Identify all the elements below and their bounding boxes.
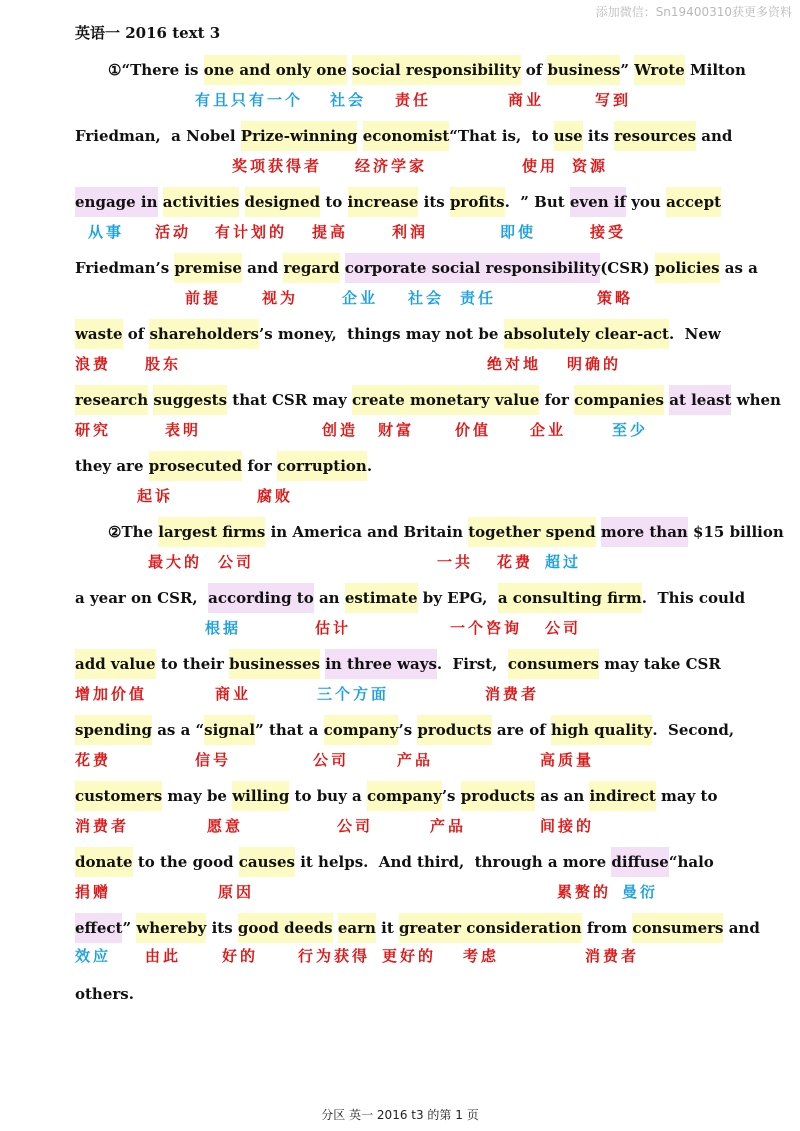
- text-line: [75, 385, 781, 415]
- text-segment: . Second,: [652, 721, 735, 739]
- text-segment: and: [241, 259, 284, 277]
- watermark: 添加微信：Sn19400310获更多资料: [595, 5, 792, 19]
- chinese-gloss: 从事: [88, 223, 125, 241]
- text-segment: . ” But: [504, 193, 570, 211]
- highlighted-word: company: [367, 781, 442, 811]
- text-segment: they are: [75, 457, 149, 475]
- highlighted-word: waste: [75, 319, 123, 349]
- highlighted-word: companies: [574, 385, 664, 415]
- chinese-gloss: 前提: [185, 289, 222, 307]
- highlighted-word: absolutely clear-act: [504, 319, 669, 349]
- chinese-gloss: 资源: [572, 157, 609, 175]
- highlighted-phrase: engage in: [75, 187, 158, 217]
- chinese-gloss: 奖项获得者: [232, 157, 323, 175]
- highlighted-word: together spend: [468, 517, 595, 547]
- text-segment: you: [625, 193, 667, 211]
- chinese-gloss: 公司: [545, 619, 582, 637]
- chinese-gloss: 产品: [430, 817, 467, 835]
- chinese-gloss: 提高: [312, 223, 349, 241]
- highlighted-word: consumers: [508, 649, 599, 679]
- text-line: [75, 913, 760, 943]
- text-segment: as a “: [151, 721, 205, 739]
- highlighted-word: businesses: [229, 649, 320, 679]
- highlighted-phrase: more than: [601, 517, 688, 547]
- chinese-gloss: 捐赠: [75, 883, 112, 901]
- highlighted-word: social responsibility: [352, 55, 521, 85]
- highlighted-word: use: [554, 121, 583, 151]
- highlighted-word: greater consideration: [399, 913, 582, 943]
- text-line: [75, 979, 134, 1009]
- chinese-gloss: 经济学家: [355, 157, 428, 175]
- text-segment: may to: [655, 787, 718, 805]
- text-segment: as a: [719, 259, 758, 277]
- text-segment: are of: [491, 721, 551, 739]
- text-segment: $15 billion: [687, 523, 784, 541]
- highlighted-word: earn: [338, 913, 376, 943]
- highlighted-word: high quality: [551, 715, 652, 745]
- highlighted-word: good deeds: [238, 913, 333, 943]
- text-line: [75, 187, 721, 217]
- chinese-gloss: 绝对地: [487, 355, 542, 373]
- highlighted-word: suggests: [153, 385, 227, 415]
- chinese-gloss: 消费者: [485, 685, 540, 703]
- chinese-gloss: 有且只有一个: [195, 91, 304, 109]
- chinese-gloss: 最大的: [148, 553, 203, 571]
- text-line: [75, 451, 372, 481]
- text-segment: “That is, to: [449, 127, 554, 145]
- page-footer: 分区 英一 2016 t3 的第 1 页: [321, 1108, 479, 1122]
- text-segment: for: [539, 391, 575, 409]
- highlighted-word: products: [461, 781, 535, 811]
- text-line: [108, 517, 784, 547]
- highlighted-word: premise: [174, 253, 242, 283]
- chinese-gloss: 责任: [460, 289, 497, 307]
- chinese-gloss: 由此: [145, 947, 182, 965]
- highlighted-word: causes: [239, 847, 295, 877]
- text-segment: in America and Britain: [265, 523, 469, 541]
- chinese-gloss: 估计: [315, 619, 352, 637]
- highlighted-word: spending: [75, 715, 152, 745]
- highlighted-word: a consulting firm: [498, 583, 642, 613]
- text-segment: as an: [535, 787, 590, 805]
- highlighted-word: corruption: [277, 451, 367, 481]
- text-segment: it: [375, 919, 399, 937]
- chinese-gloss: 社会: [408, 289, 445, 307]
- chinese-gloss: 腐败: [257, 487, 294, 505]
- chinese-gloss: 表明: [165, 421, 202, 439]
- text-line: [75, 319, 721, 349]
- text-segment: may be: [162, 787, 233, 805]
- highlighted-word: indirect: [589, 781, 655, 811]
- chinese-gloss: 活动: [155, 223, 192, 241]
- chinese-gloss: 企业: [530, 421, 567, 439]
- highlighted-word: products: [417, 715, 491, 745]
- text-segment: its: [418, 193, 450, 211]
- highlighted-word: activities: [163, 187, 240, 217]
- highlighted-word: one and only one: [204, 55, 347, 85]
- highlighted-word: whereby: [136, 913, 206, 943]
- chinese-gloss: 间接的: [540, 817, 595, 835]
- highlighted-word: business: [547, 55, 620, 85]
- text-segment: . This could: [641, 589, 746, 607]
- text-segment: to their: [155, 655, 230, 673]
- text-segment: ’s: [398, 721, 418, 739]
- text-segment: . First,: [436, 655, 508, 673]
- text-segment: it helps. And third, through a more: [294, 853, 612, 871]
- highlighted-word: signal: [204, 715, 255, 745]
- text-segment: by EPG,: [417, 589, 498, 607]
- text-segment: that CSR may: [227, 391, 352, 409]
- chinese-gloss: 价值: [455, 421, 492, 439]
- chinese-gloss: 原因: [218, 883, 255, 901]
- text-segment: for: [242, 457, 277, 475]
- text-segment: of: [122, 325, 150, 343]
- text-segment: Friedman’s: [75, 259, 175, 277]
- chinese-gloss: 消费者: [75, 817, 130, 835]
- chinese-gloss: 产品: [397, 751, 434, 769]
- chinese-gloss: 愿意: [207, 817, 244, 835]
- highlighted-phrase: at least: [669, 385, 731, 415]
- chinese-gloss: 累赘的: [557, 883, 612, 901]
- highlighted-word: estimate: [345, 583, 418, 613]
- text-segment: others.: [75, 985, 134, 1003]
- text-segment: a year on CSR,: [75, 589, 209, 607]
- highlighted-word: create monetary value: [352, 385, 539, 415]
- highlighted-word: research: [75, 385, 148, 415]
- text-segment: an: [313, 589, 345, 607]
- text-line: [75, 715, 734, 745]
- text-line: [75, 253, 758, 283]
- chinese-gloss: 曼衍: [622, 883, 659, 901]
- highlighted-phrase: effect: [75, 913, 122, 943]
- chinese-gloss: 效应: [75, 947, 112, 965]
- highlighted-phrase: corporate social responsibility: [345, 253, 600, 283]
- text-segment: ②The: [108, 523, 159, 541]
- chinese-gloss: 策略: [597, 289, 634, 307]
- text-line: [75, 649, 721, 679]
- chinese-gloss: 责任: [395, 91, 432, 109]
- chinese-gloss: 公司: [313, 751, 350, 769]
- chinese-gloss: 利润: [392, 223, 429, 241]
- chinese-gloss: 浪费: [75, 355, 112, 373]
- highlighted-word: shareholders: [149, 319, 259, 349]
- text-segment: its: [582, 127, 615, 145]
- highlighted-phrase: even if: [570, 187, 626, 217]
- text-segment: to: [320, 193, 348, 211]
- chinese-gloss: 财富: [378, 421, 415, 439]
- chinese-gloss: 好的: [222, 947, 259, 965]
- chinese-gloss: 根据: [205, 619, 242, 637]
- text-segment: to buy a: [289, 787, 367, 805]
- text-segment: from: [581, 919, 633, 937]
- text-segment: “halo: [668, 853, 714, 871]
- chinese-gloss: 信号: [195, 751, 232, 769]
- chinese-gloss: 花费: [75, 751, 112, 769]
- chinese-gloss: 一共: [437, 553, 474, 571]
- highlighted-word: customers: [75, 781, 162, 811]
- text-line: [75, 847, 714, 877]
- chinese-gloss: 更好的: [382, 947, 437, 965]
- chinese-gloss: 公司: [218, 553, 255, 571]
- chinese-gloss: 消费者: [585, 947, 640, 965]
- text-line: [108, 55, 746, 85]
- highlighted-word: largest firms: [158, 517, 265, 547]
- text-segment: when: [731, 391, 781, 409]
- highlighted-word: accept: [666, 187, 721, 217]
- chinese-gloss: 即使: [500, 223, 537, 241]
- highlighted-word: increase: [348, 187, 419, 217]
- chinese-gloss: 股东: [145, 355, 182, 373]
- chinese-gloss: 视为: [262, 289, 299, 307]
- chinese-gloss: 商业: [508, 91, 545, 109]
- text-segment: its: [206, 919, 238, 937]
- highlighted-word: Wrote: [634, 55, 685, 85]
- highlighted-phrase: according to: [208, 583, 314, 613]
- chinese-gloss: 三个方面: [317, 685, 390, 703]
- text-segment: ’s money, things may not be: [258, 325, 504, 343]
- chinese-gloss: 社会: [330, 91, 367, 109]
- text-segment: .: [366, 457, 373, 475]
- highlighted-word: regard: [283, 253, 339, 283]
- document-title: 英语一 2016 text 3: [75, 24, 221, 42]
- highlighted-word: economist: [363, 121, 450, 151]
- text-segment: ” that a: [255, 721, 324, 739]
- chinese-gloss: 高质量: [540, 751, 595, 769]
- chinese-gloss: 增加价值: [75, 685, 148, 703]
- text-line: [75, 781, 717, 811]
- highlighted-word: donate: [75, 847, 133, 877]
- highlighted-phrase: diffuse: [611, 847, 668, 877]
- chinese-gloss: 使用: [522, 157, 559, 175]
- chinese-gloss: 超过: [545, 553, 582, 571]
- chinese-gloss: 商业: [215, 685, 252, 703]
- text-segment: to the good: [132, 853, 239, 871]
- text-segment: Friedman, a Nobel: [75, 127, 241, 145]
- text-segment: Milton: [684, 61, 746, 79]
- chinese-gloss: 花费: [497, 553, 534, 571]
- chinese-gloss: 行为获得: [298, 947, 371, 965]
- highlighted-word: prosecuted: [149, 451, 242, 481]
- highlighted-word: consumers: [632, 913, 723, 943]
- highlighted-word: willing: [232, 781, 289, 811]
- chinese-gloss: 创造: [322, 421, 359, 439]
- chinese-gloss: 公司: [337, 817, 374, 835]
- text-segment: and: [696, 127, 733, 145]
- chinese-gloss: 一个咨询: [450, 619, 523, 637]
- chinese-gloss: 写到: [595, 91, 632, 109]
- text-segment: ’s: [441, 787, 461, 805]
- chinese-gloss: 有计划的: [215, 223, 288, 241]
- highlighted-phrase: in three ways: [325, 649, 437, 679]
- chinese-gloss: 至少: [612, 421, 649, 439]
- text-segment: . New: [668, 325, 721, 343]
- text-segment: and: [723, 919, 760, 937]
- highlighted-word: company: [324, 715, 399, 745]
- text-segment: (CSR): [600, 259, 655, 277]
- chinese-gloss: 研究: [75, 421, 112, 439]
- chinese-gloss: 明确的: [567, 355, 622, 373]
- highlighted-word: Prize-winning: [241, 121, 358, 151]
- chinese-gloss: 起诉: [137, 487, 174, 505]
- highlighted-word: policies: [655, 253, 720, 283]
- highlighted-word: designed: [245, 187, 321, 217]
- text-segment: ①“There is: [108, 61, 204, 79]
- chinese-gloss: 考虑: [463, 947, 500, 965]
- text-segment: of: [520, 61, 548, 79]
- chinese-gloss: 接受: [590, 223, 627, 241]
- text-segment: ”: [122, 919, 137, 937]
- text-line: [75, 121, 732, 151]
- text-segment: ”: [620, 61, 635, 79]
- highlighted-word: add value: [75, 649, 156, 679]
- highlighted-word: resources: [614, 121, 696, 151]
- highlighted-word: profits: [450, 187, 505, 217]
- text-segment: may take CSR: [599, 655, 721, 673]
- chinese-gloss: 企业: [342, 289, 379, 307]
- text-line: [75, 583, 745, 613]
